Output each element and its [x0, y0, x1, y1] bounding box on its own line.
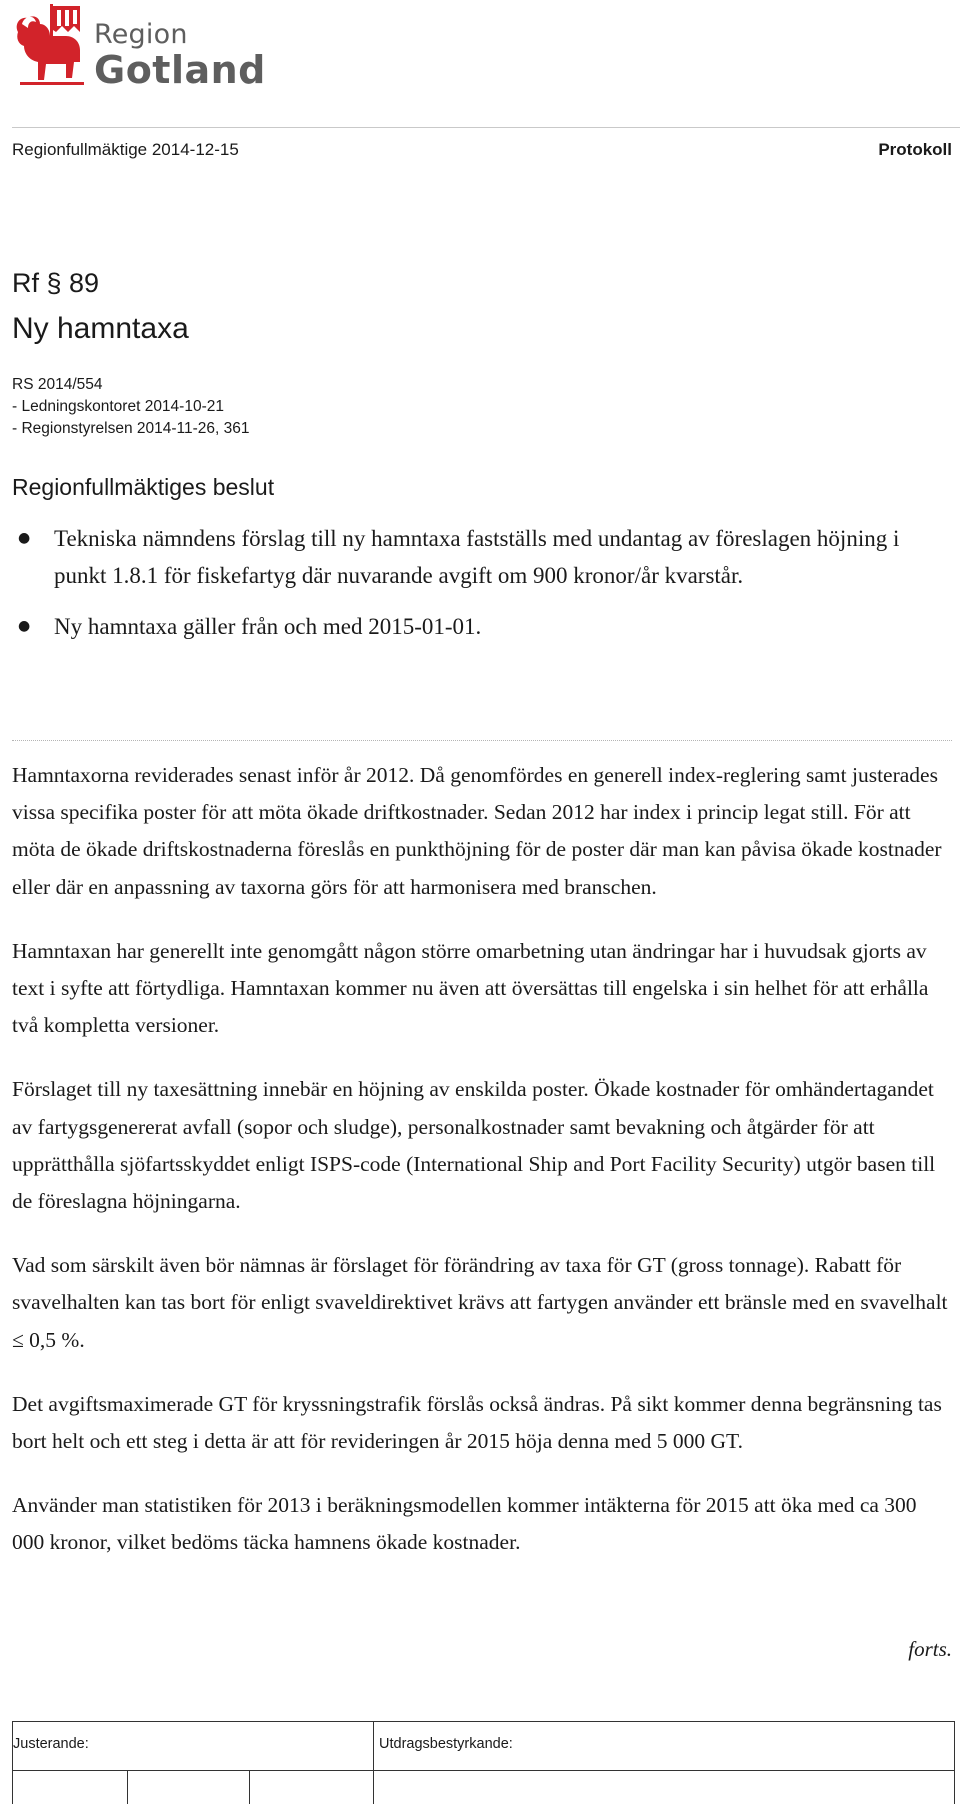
body-paragraph: Använder man statistiken för 2013 i beräkningsmodellen kommer intäkterna för 2015 att öka med ca 300 000 kronor, vilket bedöms täcka hamnens ökade kostnader.: [12, 1493, 917, 1555]
section-divider: [12, 740, 952, 741]
reference-case-number: RS 2014/554: [12, 376, 103, 393]
certifier-label: Utdragsbestyrkande:: [379, 1736, 513, 1752]
continued-note: forts.: [908, 1637, 952, 1661]
document-type: Protokoll: [878, 140, 952, 159]
body-paragraph: Det avgiftsmaximerade GT för kryssningstrafik förslås också ändras. På sikt kommer denna begränsning tas bort helt och ett steg i detta är att för revideringen år 2015 höja denna med 5 000 GT.: [12, 1391, 942, 1454]
signature-box-divider: [249, 1770, 250, 1804]
body-text: [12, 757, 952, 1589]
reference-item: - Regionstyrelsen 2014-11-26, 361: [12, 420, 250, 437]
reference-list: [12, 374, 250, 440]
logo-text-gotland: Gotland: [94, 48, 266, 92]
decision-item: [12, 608, 912, 645]
signature-table: [12, 1721, 955, 1804]
signature-box-divider: [127, 1770, 128, 1804]
body-paragraph: Förslaget till ny taxesättning innebär en höjning av enskilda poster. Ökade kostnader för omhändertagandet av fartygsgenererat avfall (sopor och sludge), personalkostnader samt bevakning och åtgärder för att upprätthålla sjöfartsskyddet enligt ISPS-code (International Ship and Port Facility Security) utgör basen till de föreslagna höjningarna.: [12, 1077, 936, 1214]
logo-text-region: Region: [94, 19, 188, 50]
adjuster-label: Justerande:: [13, 1736, 89, 1752]
reference-item: - Ledningskontoret 2014-10-21: [12, 398, 224, 415]
bullet-icon: ●: [18, 530, 31, 546]
region-gotland-logo: [10, 2, 266, 94]
decision-item-text: Ny hamntaxa gäller från och med 2015-01-01.: [54, 614, 482, 639]
decision-heading: Regionfullmäktiges beslut: [12, 474, 275, 500]
body-paragraph: Vad som särskilt även bör nämnas är förslaget för förändring av taxa för GT (gross tonnage). Rabatt för svavelhalten kan tas bort för enligt svaveldirektivet krävs att fartygen använder ett bränsle med en svavelhalt ≤ 0,5 %.: [12, 1253, 948, 1352]
paragraph-number: Rf § 89: [12, 268, 100, 298]
header-divider: [12, 127, 960, 128]
bullet-icon: ●: [18, 618, 31, 634]
signature-row-divider: [13, 1770, 954, 1771]
adjuster-cell: [13, 1722, 374, 1804]
decision-list: [12, 520, 912, 659]
meeting-date: Regionfullmäktige 2014-12-15: [12, 140, 239, 159]
page-title: Ny hamntaxa: [12, 312, 189, 345]
body-paragraph: Hamntaxorna reviderades senast inför år 2012. Då genomfördes en generell index-reglering samt justerades vissa specifika poster för att möta ökade driftkostnader. Sedan 2012 har index i princip legat still. För att möta de ökade driftskostnaderna föreslås en punkthöjning för de poster där man kan påvisa ökade kostnader eller där en anpassning av taxorna görs för att harmonisera med branschen.: [12, 763, 942, 899]
body-paragraph: Hamntaxan har generellt inte genomgått någon större omarbetning utan ändringar har i huvudsak gjorts av text i syfte att förtydliga. Hamntaxan kommer nu även att översättas till engelska i sin helhet för att erhålla två kompletta versioner.: [12, 938, 929, 1038]
decision-item-text: Tekniska nämndens förslag till ny hamntaxa fastställs med undantag av föreslagen höjning i punkt 1.8.1 för fiskefartyg där nuvarande avgift om 900 kronor/år kvarstår.: [54, 526, 900, 588]
gotland-ram-emblem-icon: [10, 2, 90, 88]
decision-item: [12, 520, 912, 594]
